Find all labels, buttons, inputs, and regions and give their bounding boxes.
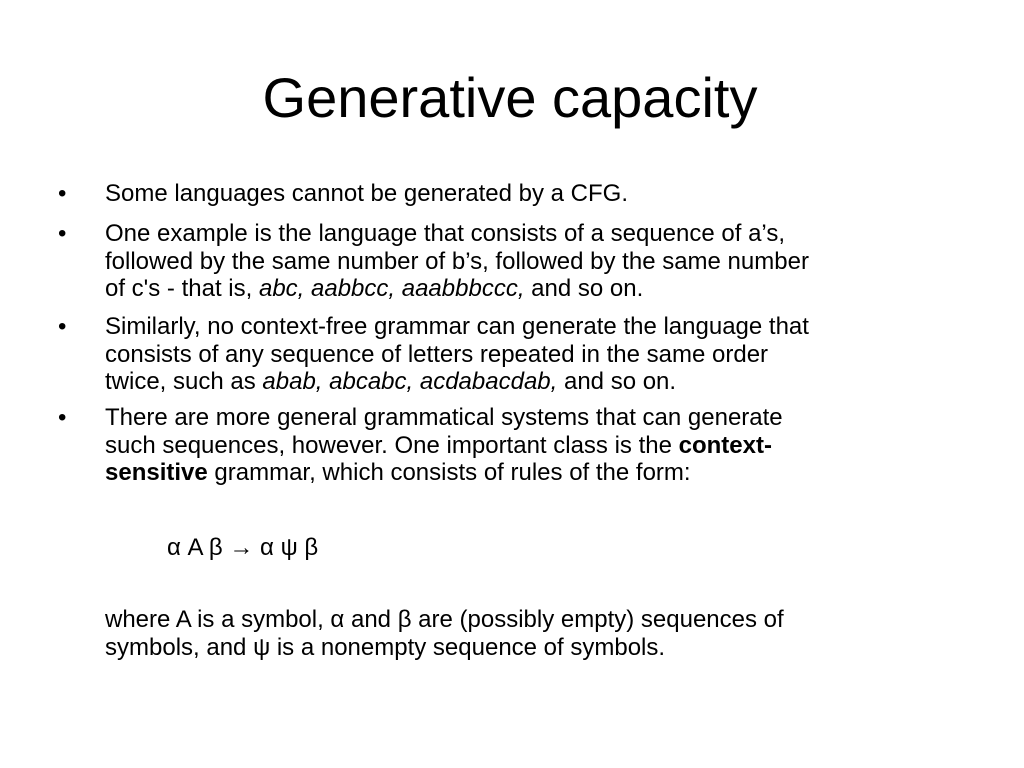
bullet-2-line-1 bbox=[105, 220, 955, 248]
explanation-line-2: symbols, and ψ is a nonempty sequence of symbols. bbox=[105, 634, 666, 661]
text-run: consists of any sequence of letters repeated in the same order bbox=[105, 340, 769, 368]
text-run: twice, such as bbox=[105, 368, 263, 395]
bullet-3-line-1 bbox=[105, 313, 955, 341]
bullet-marker: • bbox=[58, 180, 67, 207]
text-run: There are more general grammatical systems that can generate bbox=[105, 404, 783, 431]
bullet-4-line-1 bbox=[105, 404, 955, 432]
bullet-text-1 bbox=[105, 180, 955, 208]
text-run: Similarly, no context-free grammar can generate the language that bbox=[105, 313, 809, 340]
bullet-2-line-3 bbox=[105, 275, 955, 303]
bold-term: sensitive bbox=[105, 459, 208, 486]
bullet-4-line-3 bbox=[105, 459, 955, 487]
bullet-4-line-2 bbox=[105, 432, 955, 460]
text-run: such sequences, however. One important class is the bbox=[105, 431, 679, 459]
slide-title: Generative capacity bbox=[262, 66, 758, 129]
bullet-2-line-2 bbox=[105, 248, 955, 276]
rule-formula: α A β → α ψ β bbox=[167, 534, 319, 561]
text-run: followed by the same number of b’s, followed by the same number bbox=[105, 247, 809, 275]
italic-example-strings: abab, abcabc, acdabacdab, bbox=[262, 368, 558, 395]
bullet-text-3 bbox=[105, 313, 955, 396]
text-run: and so on. bbox=[524, 275, 644, 302]
text-run: of c's - that is, bbox=[105, 275, 259, 302]
bullet-text-2 bbox=[105, 220, 955, 303]
bullet-marker: • bbox=[58, 404, 67, 431]
bullet-1-line-1 bbox=[105, 180, 955, 208]
explanation-line-1: where A is a symbol, α and β are (possibly empty) sequences of bbox=[105, 606, 784, 633]
formula-explanation bbox=[105, 606, 784, 662]
bullet-3-line-2 bbox=[105, 341, 955, 369]
bold-term: context- bbox=[678, 431, 772, 459]
bullet-marker: • bbox=[58, 313, 67, 340]
bullet-marker: • bbox=[58, 220, 67, 247]
italic-example-strings: abc, aabbcc, aaabbbccc, bbox=[258, 275, 525, 302]
text-run: Some languages cannot be generated by a CFG. bbox=[105, 180, 629, 207]
bullet-text-4 bbox=[105, 404, 955, 487]
text-run: grammar, which consists of rules of the form: bbox=[207, 459, 691, 486]
text-run: One example is the language that consists of a sequence of a’s, bbox=[105, 220, 785, 247]
bullet-3-line-3 bbox=[105, 368, 955, 396]
text-run: and so on. bbox=[557, 368, 677, 395]
